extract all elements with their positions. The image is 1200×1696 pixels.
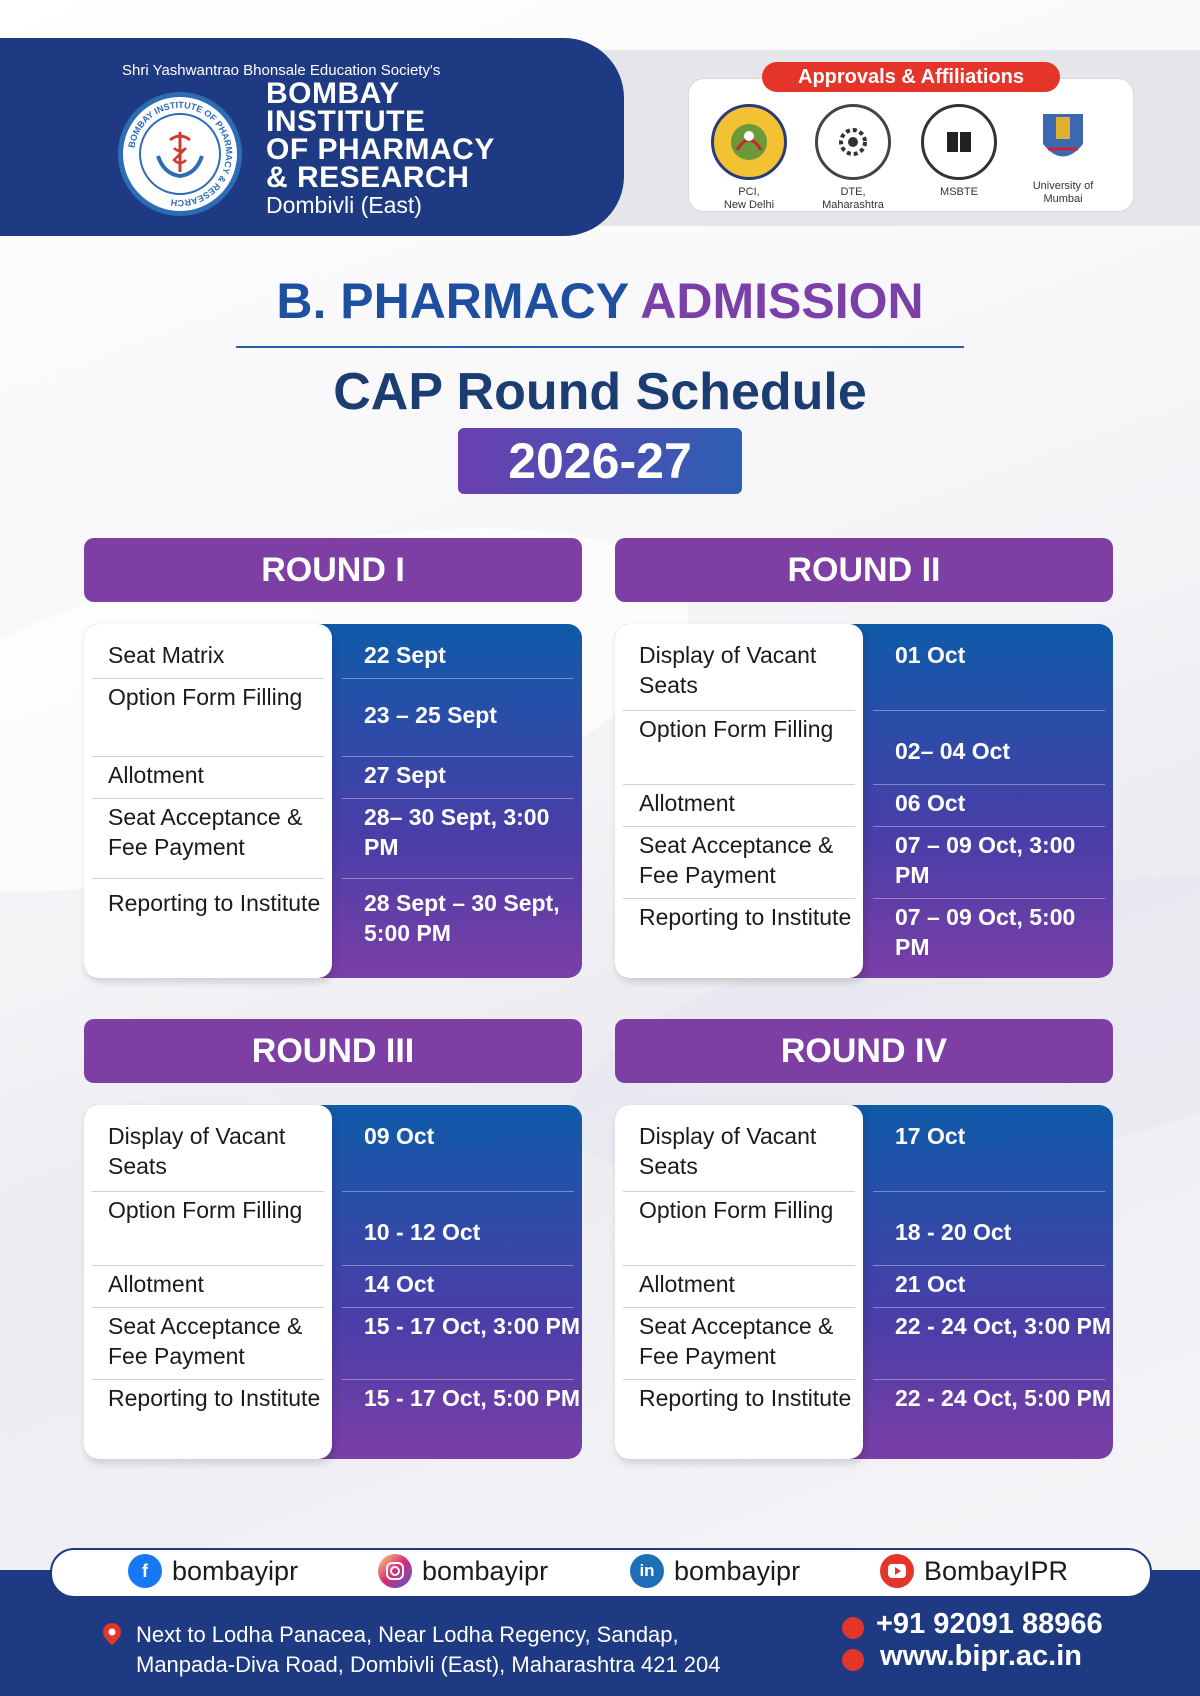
schedule-step-date: 06 Oct [895,790,966,816]
schedule-step-label: Reporting to Institute [639,904,852,930]
address-line: Manpada-Diva Road, Dombivli (East), Maharashtra 421 204 [136,1652,721,1677]
social-handle: BombayIPR [924,1555,1069,1586]
schedule-step-date: 07 – 09 Oct, 3:00 PM [895,832,1076,888]
phone-icon [842,1617,864,1639]
schedule-step-label: Allotment [639,790,735,816]
affiliation-mumbai-university [1018,104,1108,206]
msbte-seal-icon [921,104,997,180]
institute-logo [118,92,242,216]
schedule-step-date: 22 - 24 Oct, 5:00 PM [895,1385,1112,1411]
affiliations-title: Approvals & Affiliations [762,62,1060,92]
institute-name-line: BOMBAY [266,77,400,110]
row-divider [873,1307,1105,1308]
schedule-step-label: Seat Acceptance & Fee Payment [639,1313,834,1369]
schedule-step-label: Seat Acceptance & Fee Payment [639,832,834,888]
row-divider [92,798,324,799]
schedule-step-date: 22 - 24 Oct, 3:00 PM [895,1313,1112,1339]
row-divider [92,1379,324,1380]
row-divider [873,1191,1105,1192]
round-3-schedule [84,1105,582,1459]
social-youtube[interactable] [880,1551,1068,1591]
social-linkedin[interactable] [630,1551,800,1591]
page-subtitle: CAP Round Schedule [333,363,867,421]
row-divider [92,756,324,757]
social-instagram[interactable] [378,1551,548,1591]
row-divider [873,710,1105,711]
row-divider [623,1307,855,1308]
schedule-step-label: Allotment [639,1271,735,1297]
affiliation-label: Maharashtra [822,199,884,211]
schedule-step-label: Allotment [108,1271,204,1297]
institute-name-line: INSTITUTE [266,105,426,138]
schedule-step-date: 02– 04 Oct [895,738,1011,764]
youtube-icon [880,1554,914,1588]
round-3-heading: ROUND III [84,1019,582,1083]
schedule-step-label: Reporting to Institute [108,1385,321,1411]
schedule-step-label: Seat Acceptance & Fee Payment [108,804,303,860]
schedule-step-date: 28– 30 Sept, 3:00 PM [364,804,550,860]
row-divider [873,826,1105,827]
schedule-step-label: Reporting to Institute [108,890,321,916]
row-divider [873,898,1105,899]
row-divider [623,826,855,827]
facebook-icon: f [128,1554,162,1588]
row-divider [873,1265,1105,1266]
row-divider [342,756,574,757]
row-divider [92,1191,324,1192]
schedule-step-label: Option Form Filling [108,1197,303,1223]
institute-name-line: & RESEARCH [266,161,470,194]
row-divider [92,1265,324,1266]
institute-name-line: OF PHARMACY [266,133,495,166]
schedule-step-date: 21 Oct [895,1271,966,1297]
title-divider [236,346,964,348]
affiliation-label: MSBTE [940,186,978,198]
page-title [0,272,1200,330]
address [136,1620,721,1680]
schedule-step-date: 17 Oct [895,1123,966,1149]
society-name: Shri Yashwantrao Bhonsale Education Society's [122,62,441,79]
social-facebook[interactable] [128,1551,298,1591]
affiliation-dte [808,104,898,212]
schedule-step-date: 15 - 17 Oct, 3:00 PM [364,1313,581,1339]
title-part-1: B. PHARMACY [276,273,629,329]
schedule-step-date: 14 Oct [364,1271,435,1297]
location-pin-icon [100,1622,124,1646]
schedule-step-date: 15 - 17 Oct, 5:00 PM [364,1385,581,1411]
affiliation-label: New Delhi [723,199,775,211]
schedule-step-date: 09 Oct [364,1123,435,1149]
schedule-step-label: Option Form Filling [639,1197,834,1223]
row-divider [623,710,855,711]
phone-number[interactable]: +91 92091 88966 [876,1608,1103,1640]
mumbai-university-seal-icon [1028,104,1098,174]
schedule-step-label: Seat Matrix [108,642,225,668]
affiliation-label: PCI, [738,186,760,198]
address-line: Next to Lodha Panacea, Near Lodha Regency, Sandap, [136,1622,679,1647]
round-2-schedule [615,624,1113,978]
year-badge: 2026-27 [458,428,742,494]
caduceus-hands-icon [139,113,221,195]
affiliation-label: University of [1032,180,1094,192]
row-divider [873,784,1105,785]
schedule-step-date: 22 Sept [364,642,446,668]
affiliation-pci [704,104,794,212]
schedule-step-date: 28 Sept – 30 Sept, 5:00 PM [364,890,560,946]
row-divider [92,878,324,879]
social-handle: bombayipr [422,1555,549,1586]
institute-name [266,77,495,194]
row-divider [342,1379,574,1380]
row-divider [873,1379,1105,1380]
linkedin-icon: in [630,1554,664,1588]
social-handle: bombayipr [172,1555,299,1586]
schedule-step-label: Display of Vacant Seats [639,642,817,698]
row-divider [342,798,574,799]
row-divider [342,1265,574,1266]
pci-seal-icon [711,104,787,180]
row-divider [92,678,324,679]
row-divider [623,898,855,899]
institute-location: Dombivli (East) [266,192,422,218]
svg-text:BOMBAY INSTITUTE OF PHARMACY &: BOMBAY INSTITUTE OF PHARMACY & RESEARCH [126,99,235,209]
dte-seal-icon [815,104,891,180]
schedule-step-label: Display of Vacant Seats [639,1123,817,1179]
schedule-step-label: Option Form Filling [639,716,834,742]
affiliation-label: Mumbai [1043,193,1083,205]
title-part-2: ADMISSION [640,273,924,329]
schedule-step-label: Allotment [108,762,204,788]
schedule-step-date: 18 - 20 Oct [895,1219,1012,1245]
schedule-step-date: 23 – 25 Sept [364,702,497,728]
schedule-step-label: Display of Vacant Seats [108,1123,286,1179]
row-divider [342,1191,574,1192]
row-divider [623,784,855,785]
schedule-step-date: 07 – 09 Oct, 5:00 PM [895,904,1076,960]
instagram-icon [378,1554,412,1588]
schedule-step-date: 10 - 12 Oct [364,1219,481,1245]
row-divider [342,1307,574,1308]
row-divider [342,678,574,679]
schedule-step-label: Reporting to Institute [639,1385,852,1411]
affiliation-label: DTE, [840,186,866,198]
website-link[interactable]: www.bipr.ac.in [880,1640,1082,1672]
row-divider [623,1265,855,1266]
round-1-schedule [84,624,582,978]
schedule-step-label: Option Form Filling [108,684,303,710]
row-divider [623,1379,855,1380]
row-divider [623,1191,855,1192]
round-4-schedule [615,1105,1113,1459]
round-1-heading: ROUND I [84,538,582,602]
globe-icon [842,1649,864,1671]
row-divider [92,1307,324,1308]
affiliation-msbte [914,104,1004,199]
schedule-step-date: 01 Oct [895,642,966,668]
social-handle: bombayipr [674,1555,801,1586]
row-divider [342,878,574,879]
schedule-step-date: 27 Sept [364,762,446,788]
round-2-heading: ROUND II [615,538,1113,602]
round-4-heading: ROUND IV [615,1019,1113,1083]
schedule-step-label: Seat Acceptance & Fee Payment [108,1313,303,1369]
